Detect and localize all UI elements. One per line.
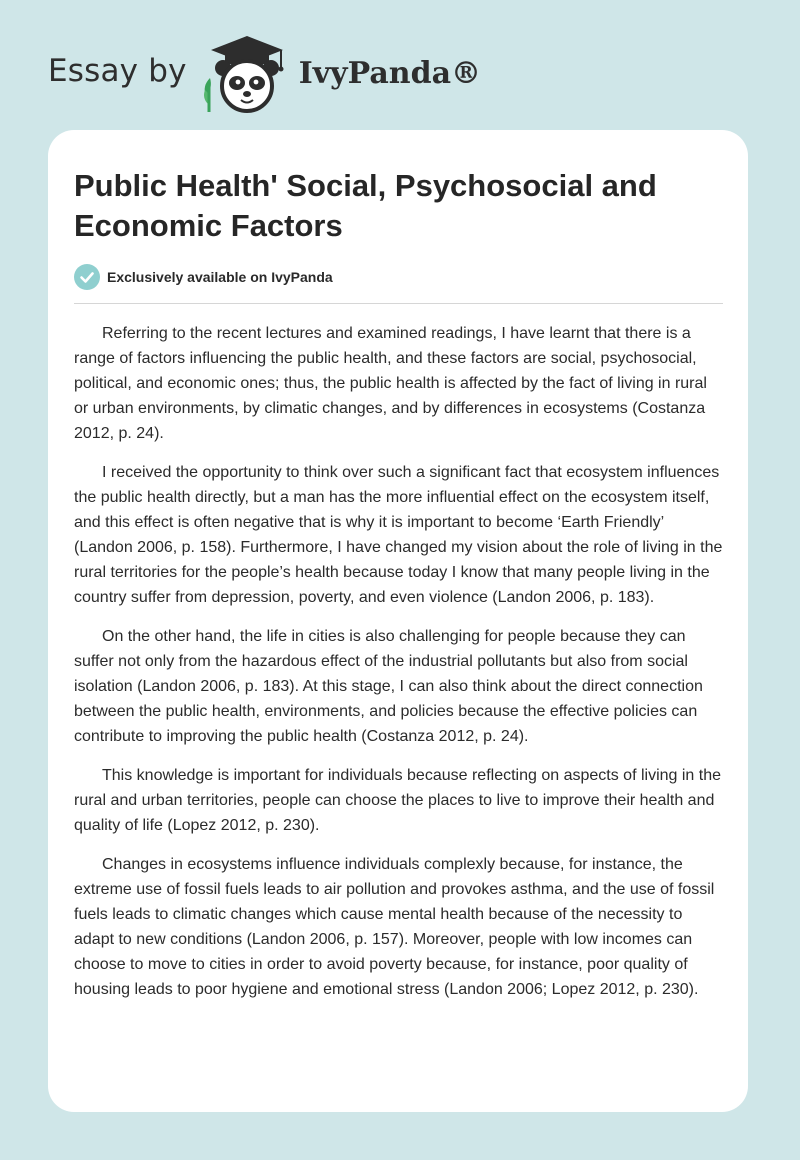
paragraph: Changes in ecosystems influence individuals complexly because, for instance, the extreme use of fossil fuels leads to air pollution and provokes asthma, and the use of fossil fuels leads to climatic changes which cause mental health because of the necessity to adapt to new conditions (Landon 2006, p. 157). Moreover, people with low incomes can choose to move to cities in order to avoid poverty because, for instance, poor quality of housing leads to poor hygiene and emotional stress (Landon 2006; Lopez 2012, p. 230). [74,856,715,998]
exclusive-badge [74,264,333,290]
paragraph: Referring to the recent lectures and examined readings, I have learnt that there is a range of factors influencing the public health, and these factors are social, psychosocial, political, and economic ones; thus, the public health is affected by the fact of living in rural or urban environments, by climatic changes, and by differences in ecosystems (Costanza 2012, p. 24). [74,325,707,442]
paragraph: I received the opportunity to think over such a significant fact that ecosystem influences the public health directly, but a man has the more influential effect on the ecosystem itself, and this effect is often negative that is why it is important to become ‘Earth Friendly’ (Landon 2006, p. 158). Furthermore, I have changed my vision about the role of living in the rural territories for the people’s health because today I know that many people living in the country suffer from depression, poverty, and even violence (Landon 2006, p. 183). [74,464,723,606]
divider [74,303,723,304]
exclusive-label: Exclusively available on IvyPanda [107,269,333,285]
page-title: Public Health' Social, Psychosocial and Economic Factors [74,168,657,243]
essay-card [48,130,748,1112]
brand-name[interactable]: IvyPanda® [298,55,482,91]
paragraph: This knowledge is important for individuals because reflecting on aspects of living in the rural and urban territories, people can choose the places to live to improve their health and quality of life (Lopez 2012, p. 230). [74,767,721,834]
essay-body [74,321,723,1016]
panda-logo-icon[interactable] [201,34,293,114]
checkmark-icon [74,264,100,290]
site-header [48,34,481,114]
essay-by-label: Essay by [48,53,187,89]
paragraph: On the other hand, the life in cities is also challenging for people because they can suffer not only from the hazardous effect of the industrial pollutants but also from social isolation (Landon 2006, p. 183). At this stage, I can also think about the direct connection between the public health, environments, and policies because the effective policies can contribute to improving the public health (Costanza 2012, p. 24). [74,628,703,745]
